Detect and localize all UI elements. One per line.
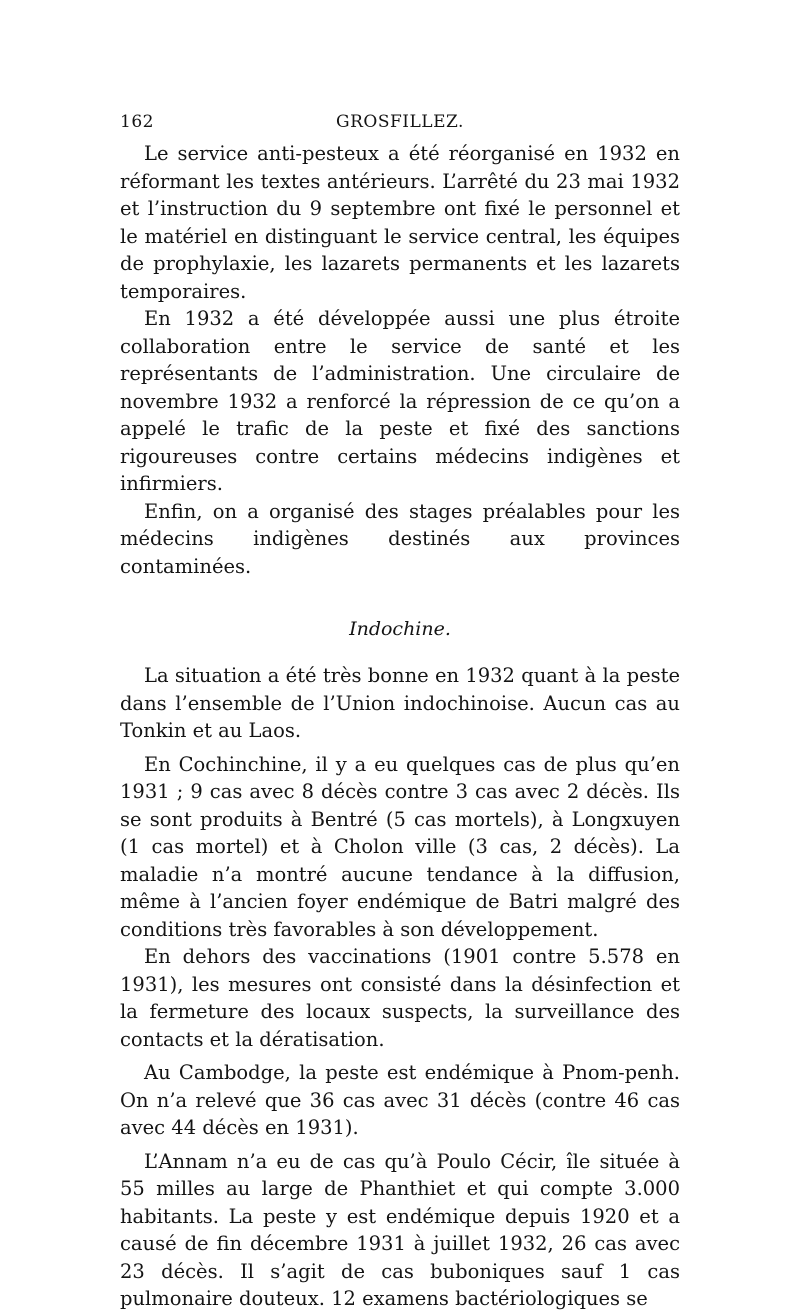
paragraph-cambodge: Au Cambodge, la peste est endémique à Pnom-penh. On n’a relevé que 36 cas avec 31 décès (contre 46 cas avec 44 décès en 1931). xyxy=(120,1061,680,1139)
section-title-indochine: Indochine. xyxy=(349,618,451,640)
running-title: GROSFILLEZ. xyxy=(336,112,464,132)
page-number: 162 xyxy=(120,112,154,132)
paragraph-vaccinations: En dehors des vaccinations (1901 contre 5.578 en 1931), les mesures ont consisté dans la désinfection et la fermeture des locaux suspects, la surveillance des contacts et la dératisation. xyxy=(120,945,680,1051)
paragraph-annam: L’Annam n’a eu de cas qu’à Poulo Cécir, île située à 55 milles au large de Phanthiet et qui compte 3.000 habitants. La peste y est endémique depuis 1920 et a causé de fin décembre 1931 à juillet 1932, 26 cas avec 23 décès. Il s’agit de cas buboniques sauf 1 cas pulmonaire douteux. 12 examens bactériologiques se xyxy=(120,1149,680,1310)
book-page xyxy=(120,112,680,1313)
section-spacer xyxy=(120,580,680,618)
paragraph-situation: La situation a été très bonne en 1932 quant à la peste dans l’ensemble de l’Union indochinoise. Aucun cas au Tonkin et au Laos. xyxy=(120,664,680,742)
running-header xyxy=(120,112,680,140)
paragraph-service-reorganisation: Le service anti-pesteux a été réorganisé en 1932 en réformant les textes antérieurs. L’arrêté du 23 mai 1932 et l’instruction du 9 septembre ont fixé le personnel et le matériel en distinguant le service central, les équipes de prophylaxie, les lazarets permanents et les lazarets temporaires. xyxy=(120,142,680,303)
section-spacer xyxy=(120,648,680,662)
paragraph-cochinchine: En Cochinchine, il y a eu quelques cas de plus qu’en 1931 ; 9 cas avec 8 décès contre 3 cas avec 2 décès. Ils se sont produits à Bentré (5 cas mortels), à Longxuyen (1 cas mortel) et à Cholon ville (3 cas, 2 décès). La maladie n’a montré aucune tendance à la diffusion, même à l’ancien foyer endémique de Batri malgré des conditions très favorables à son développement. xyxy=(120,752,680,941)
paragraph-stages: Enfin, on a organisé des stages préalables pour les médecins indigènes destinés aux provinces contaminées. xyxy=(120,499,680,578)
paragraph-collaboration: En 1932 a été développée aussi une plus étroite collaboration entre le service de santé et les représentants de l’administration. Une circulaire de novembre 1932 a renforcé la répression de ce qu’on a appelé le trafic de la peste et fixé des sanctions rigoureuses contre certains médecins indigènes et infirmiers. xyxy=(120,307,680,495)
